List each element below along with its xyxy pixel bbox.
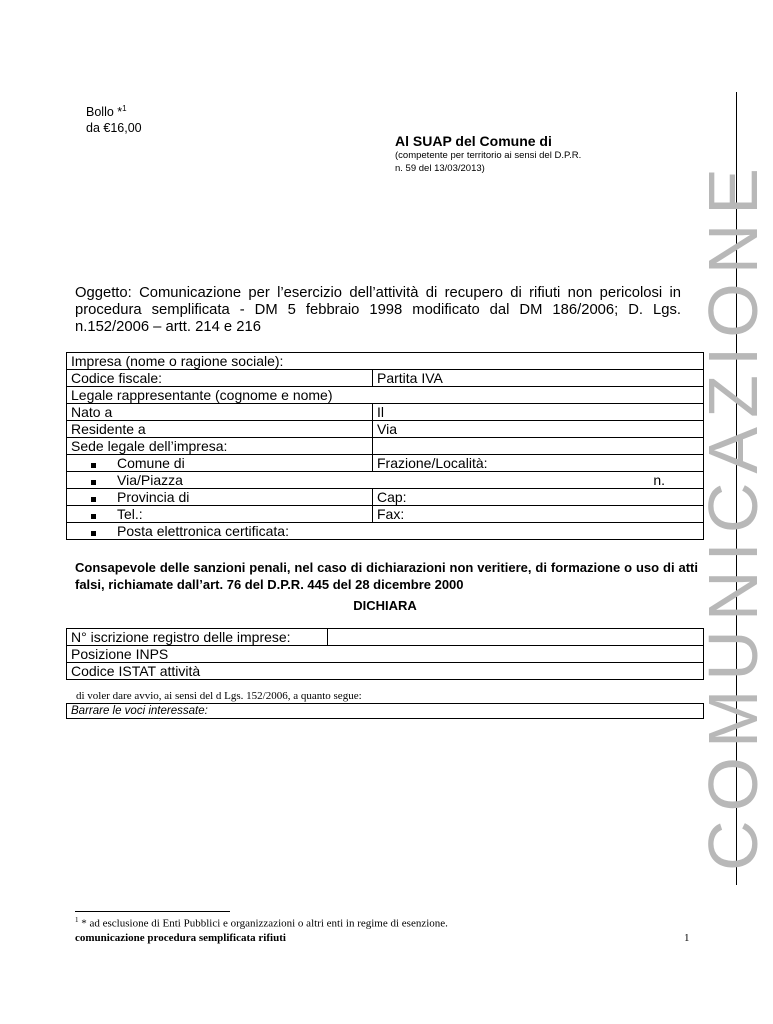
street-label: Via/Piazza	[117, 472, 183, 488]
recipient-title: Al SUAP del Comune di	[395, 133, 552, 149]
street-field[interactable]	[67, 472, 704, 489]
legal-rep-field[interactable]: Legale rappresentante (cognome e nome)	[67, 387, 704, 404]
bollo-note	[86, 101, 142, 136]
side-watermark	[694, 159, 772, 871]
registry-number-field[interactable]	[328, 629, 704, 646]
table-row	[67, 370, 704, 387]
table-row	[67, 506, 704, 523]
footer-title: comunicazione procedura semplificata rifiuti	[75, 932, 286, 944]
table-row	[67, 472, 704, 489]
subject-paragraph: Oggetto: Comunicazione per l’esercizio dell’attività di recupero di rifiuti non pericolosi in procedura semplificata - DM 5 febbraio 1998 modificato dal DM 186/2006; D. Lgs. n.152/2006 – artt. 214 e 216	[75, 285, 681, 335]
residence-field[interactable]: Residente a	[67, 421, 373, 438]
locality-field[interactable]: Frazione/Località:	[373, 455, 704, 472]
table-row	[67, 646, 704, 663]
tax-code-field[interactable]: Codice fiscale:	[67, 370, 373, 387]
pec-label: Posta elettronica certificata:	[117, 523, 289, 539]
birthdate-field[interactable]: Il	[373, 404, 704, 421]
options-table	[66, 703, 704, 719]
house-number-label: n.	[653, 472, 665, 488]
bollo-label: Bollo *	[86, 105, 123, 120]
residence-street-field[interactable]: Via	[373, 421, 704, 438]
footnote-text: * ad esclusione di Enti Pubblici e organizzazioni o altri enti in regime di esenzione.	[78, 917, 448, 930]
registered-office-field[interactable]	[373, 438, 704, 455]
side-watermark-text: COMUNICAZIONE	[694, 159, 772, 871]
declares-heading: DICHIARA	[353, 598, 417, 613]
footnote-rule	[75, 911, 230, 912]
table-row	[67, 387, 704, 404]
table-row	[67, 404, 704, 421]
inps-field[interactable]: Posizione INPS	[67, 646, 704, 663]
registry-table	[66, 628, 704, 680]
company-table	[66, 352, 704, 540]
pec-field[interactable]	[67, 523, 704, 540]
registry-number-label: N° iscrizione registro delle imprese:	[67, 629, 328, 646]
table-row	[67, 353, 704, 370]
vat-field[interactable]: Partita IVA	[373, 370, 704, 387]
phone-label: Tel.:	[117, 506, 143, 522]
registered-office-label: Sede legale dell’impresa:	[67, 438, 373, 455]
province-field[interactable]	[67, 489, 373, 506]
page-number: 1	[684, 932, 690, 944]
table-row	[67, 438, 704, 455]
istat-field[interactable]: Codice ISTAT attività	[67, 663, 704, 680]
tick-options-field[interactable]: Barrare le voci interessate:	[67, 704, 704, 719]
province-label: Provincia di	[117, 489, 190, 505]
phone-field[interactable]	[67, 506, 373, 523]
company-name-field[interactable]: Impresa (nome o ragione sociale):	[67, 353, 704, 370]
recipient-sub-1: (competente per territorio ai sensi del D.P.R.	[395, 150, 582, 161]
table-row	[67, 421, 704, 438]
table-row	[67, 629, 704, 646]
municipality-label: Comune di	[117, 455, 185, 471]
intent-line: di voler dare avvio, ai sensi del d Lgs. 152/2006, a quanto segue:	[76, 690, 362, 702]
table-row	[67, 663, 704, 680]
table-row	[67, 455, 704, 472]
table-row	[67, 704, 704, 719]
table-row	[67, 489, 704, 506]
recipient-sub-2: n. 59 del 13/03/2013)	[395, 163, 485, 174]
bollo-amount: da €16,00	[86, 121, 142, 136]
fax-field[interactable]: Fax:	[373, 506, 704, 523]
footnote	[75, 916, 448, 930]
postcode-field[interactable]: Cap:	[373, 489, 704, 506]
bollo-footnote-ref: 1	[122, 104, 127, 113]
table-row	[67, 523, 704, 540]
municipality-field[interactable]	[67, 455, 373, 472]
declaration-warning: Consapevole delle sanzioni penali, nel caso di dichiarazioni non veritiere, di formazione o uso di atti falsi, richiamate dall’art. 76 del D.P.R. 445 del 28 dicembre 2000	[75, 560, 698, 592]
recipient-block	[395, 133, 581, 175]
footnote-number: 1	[75, 916, 79, 924]
birthplace-field[interactable]: Nato a	[67, 404, 373, 421]
